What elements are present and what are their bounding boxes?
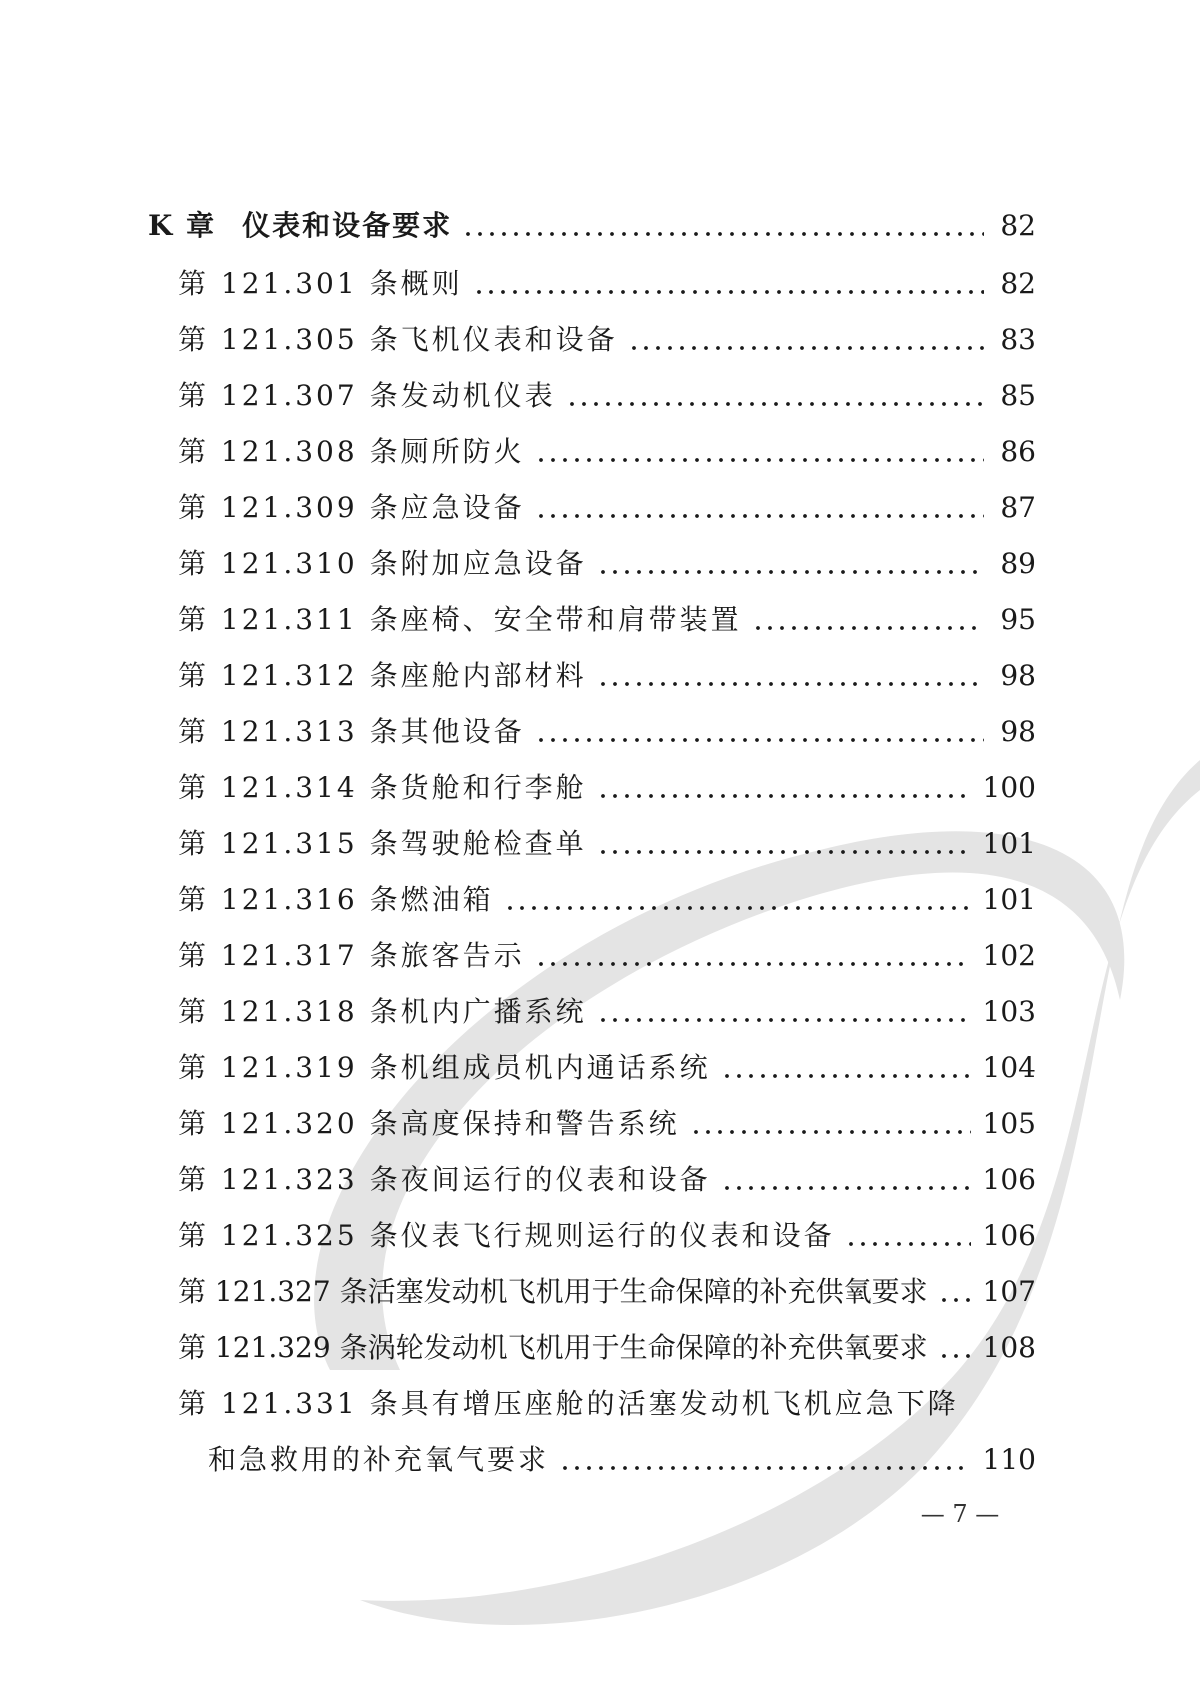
entry-title [178,1270,928,1314]
article-title: 活塞发动机飞机用于生命保障的补充供氧要求 [367,1275,928,1308]
article-title: 高度保持和警告系统 [400,1107,680,1140]
entry-title [178,374,556,418]
dot-leader [462,204,984,248]
article-number: 第 121.319 条 [178,1051,401,1084]
dot-leader [566,374,984,418]
dot-leader [597,654,984,698]
article-number: 第 121.329 条 [178,1331,368,1364]
toc-entry[interactable] [178,598,1036,642]
page-number: 106 [982,1163,1036,1196]
article-number: 第 121.325 条 [178,1219,401,1252]
page-number: 110 [982,1443,1036,1476]
dot-leader [721,1046,971,1090]
dot-leader [597,822,971,866]
article-title: 附加应急设备 [400,547,587,580]
page-number: 101 [982,827,1036,860]
dot-leader [752,598,984,642]
page-number: 85 [1000,379,1036,412]
article-title-line1: 具有增压座舱的活塞发动机飞机应急下降 [400,1387,959,1420]
page-number: 105 [982,1107,1036,1140]
dot-leader [628,318,984,362]
page-number: 107 [982,1275,1036,1308]
page-footer-number: — 7 — [920,1500,1000,1528]
entry-title [178,262,463,306]
article-title: 应急设备 [400,491,525,524]
article-title: 厕所防火 [400,435,525,468]
chapter-label: K 章 [148,209,217,242]
entry-title [178,878,494,922]
entry-title [178,934,525,978]
dot-leader [845,1214,971,1258]
article-title: 驾驶舱检查单 [400,827,587,860]
toc-entry[interactable] [178,1326,1036,1370]
toc-entry[interactable] [178,766,1036,810]
toc-entry[interactable] [178,1270,1036,1314]
page-number: 86 [1000,435,1036,468]
entry-title [178,486,525,530]
page-number: 98 [1000,715,1036,748]
page-number: 98 [1000,659,1036,692]
page-number: 82 [1000,267,1036,300]
toc-entry[interactable] [178,1214,1036,1258]
article-number: 第 121.308 条 [178,435,401,468]
page-number: 100 [982,771,1036,804]
article-number: 第 121.331 条 [178,1387,401,1420]
article-title: 机内广播系统 [400,995,587,1028]
entry-title [178,598,742,642]
dot-leader [535,710,984,754]
article-number: 第 121.317 条 [178,939,401,972]
entry-title [178,1326,928,1370]
page-number: 87 [1000,491,1036,524]
toc-entry[interactable] [178,262,1036,306]
article-title: 其他设备 [400,715,525,748]
toc-entry[interactable] [178,1102,1036,1146]
entry-title [178,1046,711,1090]
article-number: 第 121.315 条 [178,827,401,860]
entry-title [178,542,587,586]
article-number: 第 121.313 条 [178,715,401,748]
article-number: 第 121.318 条 [178,995,401,1028]
page-number: 101 [982,883,1036,916]
toc-entry[interactable] [178,710,1036,754]
toc-entry[interactable] [178,822,1036,866]
article-number: 第 121.323 条 [178,1163,401,1196]
article-number: 第 121.320 条 [178,1107,401,1140]
dot-leader [597,542,984,586]
article-number: 第 121.311 条 [178,603,401,636]
article-title-line2: 和急救用的补充氧气要求 [208,1443,550,1476]
page-number: 95 [1000,603,1036,636]
toc-entry[interactable] [178,878,1036,922]
article-number: 第 121.316 条 [178,883,401,916]
dot-leader [597,766,971,810]
article-number: 第 121.310 条 [178,547,401,580]
toc-entry[interactable] [178,542,1036,586]
entry-title [178,822,587,866]
page-number: 83 [1000,323,1036,356]
article-title: 夜间运行的仪表和设备 [400,1163,711,1196]
article-number: 第 121.309 条 [178,491,401,524]
article-title: 涡轮发动机飞机用于生命保障的补充供氧要求 [367,1331,928,1364]
dot-leader [535,486,984,530]
article-title: 燃油箱 [400,883,494,916]
dot-leader [690,1102,971,1146]
toc-entry[interactable] [178,1158,1036,1202]
toc-entry[interactable] [178,318,1036,362]
page-number: 82 [1000,209,1036,242]
article-title: 座舱内部材料 [400,659,587,692]
dot-leader [938,1270,971,1314]
dot-leader [559,1438,971,1482]
page-number: 89 [1000,547,1036,580]
article-title: 飞机仪表和设备 [400,323,618,356]
toc-entry[interactable] [178,654,1036,698]
entry-title [178,766,587,810]
toc-entry[interactable] [178,430,1036,474]
toc-entry[interactable] [178,990,1036,1034]
article-title: 旅客告示 [400,939,525,972]
dot-leader [597,990,971,1034]
entry-title [178,318,618,362]
article-title: 概则 [400,267,463,300]
toc-entry[interactable] [178,374,1036,418]
dot-leader [473,262,984,306]
toc-entry[interactable] [178,1046,1036,1090]
entry-title [178,654,587,698]
dot-leader [535,934,971,978]
entry-title [178,430,525,474]
toc-entry[interactable] [178,486,1036,530]
article-number: 第 121.314 条 [178,771,401,804]
page-number: 103 [982,995,1036,1028]
toc-entry[interactable] [178,934,1036,978]
article-title: 发动机仪表 [400,379,556,412]
entry-title [178,1158,711,1202]
chapter-heading [148,204,452,248]
article-title: 仪表飞行规则运行的仪表和设备 [400,1219,835,1252]
article-number: 第 121.307 条 [178,379,401,412]
entry-title [178,1102,680,1146]
page-number: 108 [982,1331,1036,1364]
entry-title [178,1214,835,1258]
entry-title [178,990,587,1034]
toc-entry-continuation[interactable] [208,1438,1036,1482]
article-title: 货舱和行李舱 [400,771,587,804]
article-number: 第 121.305 条 [178,323,401,356]
toc-chapter-row[interactable] [148,204,1036,248]
dot-leader [504,878,971,922]
entry-title [178,710,525,754]
toc-entry-multiline[interactable] [178,1382,959,1426]
page-number: 106 [982,1219,1036,1252]
dot-leader [535,430,984,474]
article-number: 第 121.301 条 [178,267,401,300]
page-number: 104 [982,1051,1036,1084]
article-title: 座椅、安全带和肩带装置 [400,603,742,636]
article-number: 第 121.327 条 [178,1275,368,1308]
dot-leader [721,1158,971,1202]
page-number: 102 [982,939,1036,972]
dot-leader [938,1326,971,1370]
chapter-title: 仪表和设备要求 [242,209,453,242]
article-number: 第 121.312 条 [178,659,401,692]
article-title: 机组成员机内通话系统 [400,1051,711,1084]
